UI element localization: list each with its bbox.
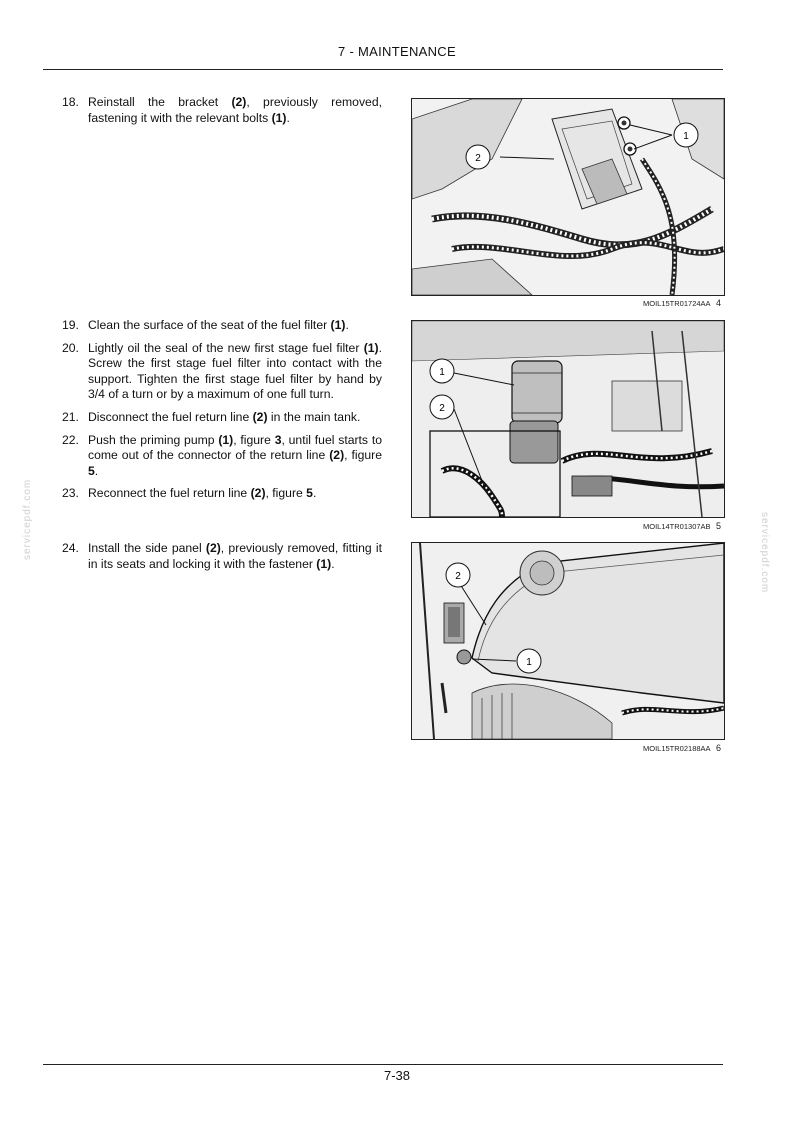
watermark-right: servicepdf.com bbox=[759, 512, 770, 594]
step-text: Push the priming pump (1), figure 3, until fuel starts to come out of the connector of the return line (2), figure 5. bbox=[88, 432, 383, 478]
step-22 bbox=[62, 433, 382, 480]
figure-4-caption: MOIL15TR01724AA bbox=[643, 299, 711, 308]
steps-block-1 bbox=[62, 95, 382, 133]
step-number: 20. bbox=[62, 340, 79, 355]
fuel-filter-illustration bbox=[412, 321, 724, 517]
figure-4-number: 4 bbox=[716, 298, 722, 308]
callout-label: 1 bbox=[683, 131, 689, 142]
callout-label: 2 bbox=[475, 153, 481, 164]
step-text: Install the side panel (2), previously removed, fitting it in its seats and locking it with the fastener (1). bbox=[88, 541, 382, 571]
callout-label: 2 bbox=[455, 571, 461, 582]
step-text: Clean the surface of the seat of the fuel filter (1). bbox=[88, 318, 349, 332]
step-24 bbox=[62, 541, 382, 572]
step-21 bbox=[62, 410, 382, 426]
watermark-left: servicepdf.com bbox=[22, 478, 33, 560]
engine-bracket-illustration bbox=[412, 99, 724, 295]
steps-block-3 bbox=[62, 541, 382, 579]
header-divider bbox=[43, 69, 723, 70]
step-number: 19. bbox=[62, 318, 79, 332]
step-number: 22. bbox=[62, 432, 79, 447]
callout-label: 1 bbox=[439, 367, 445, 378]
callout-label: 2 bbox=[439, 403, 445, 414]
section-title: 7 - MAINTENANCE bbox=[338, 44, 456, 59]
figure-6-photo bbox=[411, 542, 725, 740]
figure-6-number: 6 bbox=[716, 743, 722, 753]
step-text: Lightly oil the seal of the new first stage fuel filter (1). Screw the first stage fuel filter into contact with the support. Tighten the first stage fuel filter by hand by 3/4 of a turn or by a maximum of one full turn. bbox=[88, 340, 382, 402]
step-text: Reconnect the fuel return line (2), figure 5. bbox=[88, 486, 317, 501]
figure-6-caption: MOIL15TR02188AA bbox=[643, 744, 711, 753]
step-23 bbox=[62, 486, 382, 502]
step-20 bbox=[62, 341, 382, 403]
footer-divider bbox=[43, 1064, 723, 1065]
figure-5-caption: MOIL14TR01307AB bbox=[643, 522, 711, 531]
callout-label: 1 bbox=[526, 657, 532, 668]
step-18 bbox=[62, 95, 382, 126]
step-text: Reinstall the bracket (2), previously removed, fastening it with the relevant bolts (1). bbox=[88, 95, 382, 125]
page-number: 7-38 bbox=[383, 1068, 411, 1083]
step-number: 21. bbox=[62, 409, 79, 424]
figure-5-number: 5 bbox=[716, 521, 722, 531]
step-number: 24. bbox=[62, 541, 79, 555]
step-number: 18. bbox=[62, 95, 79, 109]
step-19 bbox=[62, 318, 382, 334]
figure-4-photo bbox=[411, 98, 725, 296]
step-text: Disconnect the fuel return line (2) in the main tank. bbox=[88, 409, 361, 424]
step-number: 23. bbox=[62, 486, 79, 501]
side-panel-illustration bbox=[412, 543, 724, 739]
figure-5-photo bbox=[411, 320, 725, 518]
steps-block-2 bbox=[62, 318, 382, 509]
